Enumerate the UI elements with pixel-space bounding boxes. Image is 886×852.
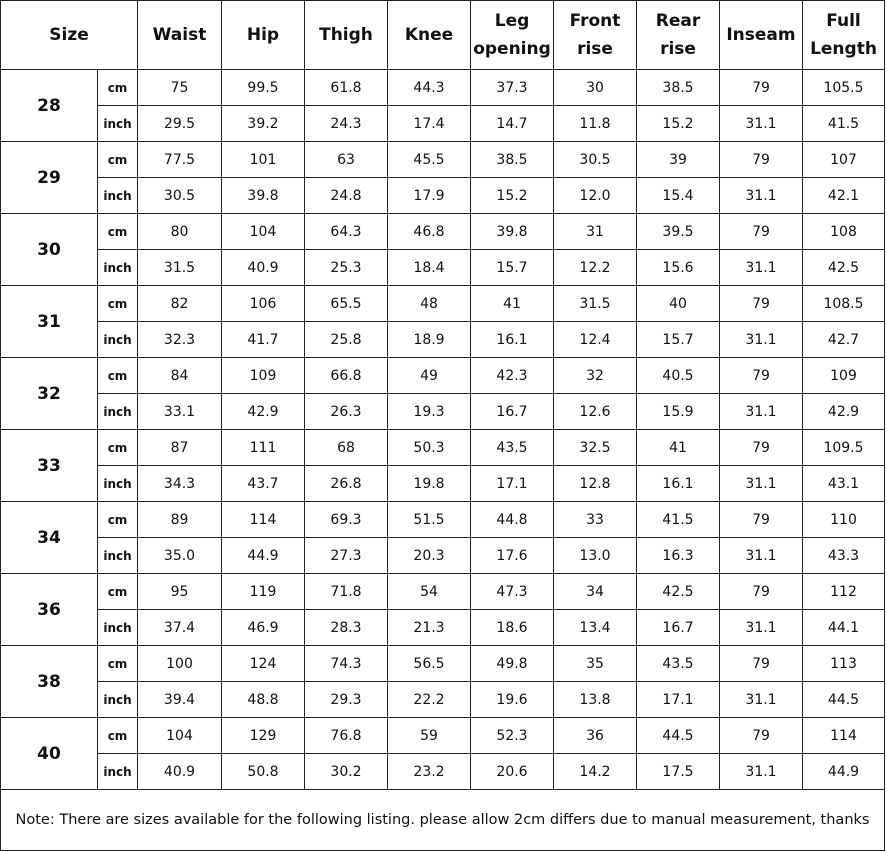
measurement-cell: 19.8 [388, 466, 471, 502]
measurement-cell: 48.8 [222, 682, 305, 718]
measurement-cell: 65.5 [305, 286, 388, 322]
measurement-cell: 21.3 [388, 610, 471, 646]
measurement-cell: 95 [138, 574, 222, 610]
size-label: 36 [1, 574, 98, 646]
unit-label: cm [98, 70, 138, 106]
measurement-cell: 35.0 [138, 538, 222, 574]
unit-label: inch [98, 178, 138, 214]
measurement-cell: 11.8 [554, 106, 637, 142]
measurement-cell: 109.5 [803, 430, 885, 466]
measurement-cell: 31.5 [554, 286, 637, 322]
unit-label: inch [98, 682, 138, 718]
column-header [471, 1, 554, 70]
measurement-cell: 31.1 [720, 754, 803, 790]
table-row [1, 574, 885, 610]
measurement-cell: 61.8 [305, 70, 388, 106]
table-body [1, 70, 885, 790]
measurement-cell: 42.1 [803, 178, 885, 214]
measurement-cell: 31.1 [720, 394, 803, 430]
measurement-cell: 39.8 [222, 178, 305, 214]
measurement-cell: 56.5 [388, 646, 471, 682]
size-label: 31 [1, 286, 98, 358]
measurement-cell: 17.9 [388, 178, 471, 214]
measurement-cell: 29.3 [305, 682, 388, 718]
measurement-cell: 43.7 [222, 466, 305, 502]
unit-label: inch [98, 250, 138, 286]
measurement-cell: 108.5 [803, 286, 885, 322]
measurement-cell: 18.4 [388, 250, 471, 286]
table-row [1, 250, 885, 286]
column-header-text: Front [569, 11, 621, 31]
measurement-cell: 105.5 [803, 70, 885, 106]
measurement-cell: 22.2 [388, 682, 471, 718]
column-header-text: opening [473, 39, 551, 59]
unit-label: inch [98, 106, 138, 142]
column-header-text: Full [826, 11, 861, 31]
measurement-cell: 79 [720, 502, 803, 538]
table-row [1, 322, 885, 358]
measurement-cell: 18.6 [471, 610, 554, 646]
measurement-cell: 34 [554, 574, 637, 610]
measurement-cell: 17.4 [388, 106, 471, 142]
size-label: 30 [1, 214, 98, 286]
measurement-cell: 32 [554, 358, 637, 394]
measurement-cell: 19.3 [388, 394, 471, 430]
measurement-cell: 75 [138, 70, 222, 106]
measurement-cell: 43.5 [637, 646, 720, 682]
measurement-cell: 24.8 [305, 178, 388, 214]
note-text: Note: There are sizes available for the following listing. please allow 2cm differs due to manual measurement, thanks [1, 790, 885, 851]
measurement-cell: 46.8 [388, 214, 471, 250]
table-row [1, 70, 885, 106]
measurement-cell: 39.4 [138, 682, 222, 718]
measurement-cell: 68 [305, 430, 388, 466]
measurement-cell: 39.5 [637, 214, 720, 250]
measurement-cell: 44.9 [803, 754, 885, 790]
table-row [1, 538, 885, 574]
unit-label: cm [98, 430, 138, 466]
measurement-cell: 38.5 [471, 142, 554, 178]
measurement-cell: 17.1 [637, 682, 720, 718]
measurement-cell: 106 [222, 286, 305, 322]
measurement-cell: 29.5 [138, 106, 222, 142]
measurement-cell: 41.5 [803, 106, 885, 142]
unit-label: cm [98, 718, 138, 754]
measurement-cell: 12.0 [554, 178, 637, 214]
table-row [1, 610, 885, 646]
measurement-cell: 37.4 [138, 610, 222, 646]
measurement-cell: 50.3 [388, 430, 471, 466]
measurement-cell: 31.5 [138, 250, 222, 286]
measurement-cell: 24.3 [305, 106, 388, 142]
measurement-cell: 114 [803, 718, 885, 754]
measurement-cell: 13.4 [554, 610, 637, 646]
measurement-cell: 42.5 [637, 574, 720, 610]
measurement-cell: 54 [388, 574, 471, 610]
measurement-cell: 14.7 [471, 106, 554, 142]
measurement-cell: 79 [720, 718, 803, 754]
measurement-cell: 44.5 [803, 682, 885, 718]
unit-label: cm [98, 142, 138, 178]
measurement-cell: 100 [138, 646, 222, 682]
measurement-cell: 33.1 [138, 394, 222, 430]
column-header [803, 1, 885, 70]
measurement-cell: 19.6 [471, 682, 554, 718]
measurement-cell: 42.3 [471, 358, 554, 394]
measurement-cell: 36 [554, 718, 637, 754]
measurement-cell: 80 [138, 214, 222, 250]
measurement-cell: 109 [803, 358, 885, 394]
size-label: 32 [1, 358, 98, 430]
unit-label: cm [98, 502, 138, 538]
measurement-cell: 15.2 [637, 106, 720, 142]
measurement-cell: 23.2 [388, 754, 471, 790]
measurement-cell: 31.1 [720, 250, 803, 286]
measurement-cell: 107 [803, 142, 885, 178]
measurement-cell: 31.1 [720, 106, 803, 142]
measurement-cell: 42.9 [803, 394, 885, 430]
measurement-cell: 15.9 [637, 394, 720, 430]
column-header [720, 1, 803, 70]
measurement-cell: 33 [554, 502, 637, 538]
table-row [1, 394, 885, 430]
measurement-cell: 34.3 [138, 466, 222, 502]
measurement-cell: 101 [222, 142, 305, 178]
measurement-cell: 49.8 [471, 646, 554, 682]
column-header [388, 1, 471, 70]
measurement-cell: 35 [554, 646, 637, 682]
column-header [554, 1, 637, 70]
size-label: 28 [1, 70, 98, 142]
measurement-cell: 44.8 [471, 502, 554, 538]
measurement-cell: 79 [720, 70, 803, 106]
measurement-cell: 31.1 [720, 466, 803, 502]
measurement-cell: 31.1 [720, 178, 803, 214]
measurement-cell: 20.3 [388, 538, 471, 574]
measurement-cell: 51.5 [388, 502, 471, 538]
measurement-cell: 41 [637, 430, 720, 466]
measurement-cell: 43.5 [471, 430, 554, 466]
column-header-text: Thigh [319, 25, 373, 45]
measurement-cell: 40 [637, 286, 720, 322]
column-header-text: Knee [404, 25, 454, 45]
measurement-cell: 16.7 [471, 394, 554, 430]
measurement-cell: 28.3 [305, 610, 388, 646]
measurement-cell: 17.1 [471, 466, 554, 502]
measurement-cell: 104 [138, 718, 222, 754]
unit-label: inch [98, 322, 138, 358]
measurement-cell: 99.5 [222, 70, 305, 106]
measurement-cell: 14.2 [554, 754, 637, 790]
measurement-cell: 46.9 [222, 610, 305, 646]
header-row [1, 1, 885, 70]
unit-label: cm [98, 574, 138, 610]
measurement-cell: 79 [720, 430, 803, 466]
size-label: 38 [1, 646, 98, 718]
column-header-text: rise [577, 39, 613, 59]
measurement-cell: 45.5 [388, 142, 471, 178]
measurement-cell: 79 [720, 574, 803, 610]
table-row [1, 466, 885, 502]
measurement-cell: 39.2 [222, 106, 305, 142]
measurement-cell: 17.5 [637, 754, 720, 790]
measurement-cell: 30 [554, 70, 637, 106]
measurement-cell: 49 [388, 358, 471, 394]
unit-label: cm [98, 286, 138, 322]
measurement-cell: 79 [720, 646, 803, 682]
table-row [1, 286, 885, 322]
measurement-cell: 42.5 [803, 250, 885, 286]
table-row [1, 430, 885, 466]
measurement-cell: 31.1 [720, 610, 803, 646]
column-header [305, 1, 388, 70]
measurement-cell: 43.1 [803, 466, 885, 502]
measurement-cell: 15.7 [637, 322, 720, 358]
unit-label: inch [98, 466, 138, 502]
measurement-cell: 15.6 [637, 250, 720, 286]
measurement-cell: 38.5 [637, 70, 720, 106]
size-label: 29 [1, 142, 98, 214]
column-header-text: Leg [494, 11, 530, 31]
measurement-cell: 27.3 [305, 538, 388, 574]
measurement-cell: 30.2 [305, 754, 388, 790]
measurement-cell: 77.5 [138, 142, 222, 178]
table-row [1, 502, 885, 538]
measurement-cell: 44.9 [222, 538, 305, 574]
measurement-cell: 41.7 [222, 322, 305, 358]
measurement-cell: 25.8 [305, 322, 388, 358]
measurement-cell: 16.1 [637, 466, 720, 502]
measurement-cell: 79 [720, 214, 803, 250]
measurement-cell: 124 [222, 646, 305, 682]
measurement-cell: 112 [803, 574, 885, 610]
measurement-cell: 42.7 [803, 322, 885, 358]
measurement-cell: 110 [803, 502, 885, 538]
measurement-cell: 48 [388, 286, 471, 322]
measurement-cell: 87 [138, 430, 222, 466]
measurement-cell: 84 [138, 358, 222, 394]
table-row [1, 106, 885, 142]
measurement-cell: 59 [388, 718, 471, 754]
column-header [222, 1, 305, 70]
measurement-cell: 111 [222, 430, 305, 466]
measurement-cell: 50.8 [222, 754, 305, 790]
measurement-cell: 12.6 [554, 394, 637, 430]
table-row [1, 214, 885, 250]
unit-label: cm [98, 214, 138, 250]
table-row [1, 718, 885, 754]
measurement-cell: 119 [222, 574, 305, 610]
table-row [1, 646, 885, 682]
measurement-cell: 79 [720, 358, 803, 394]
measurement-cell: 32.5 [554, 430, 637, 466]
size-label: 34 [1, 502, 98, 574]
measurement-cell: 26.3 [305, 394, 388, 430]
measurement-cell: 41.5 [637, 502, 720, 538]
measurement-cell: 74.3 [305, 646, 388, 682]
measurement-cell: 69.3 [305, 502, 388, 538]
measurement-cell: 30.5 [138, 178, 222, 214]
table-row [1, 682, 885, 718]
measurement-cell: 31.1 [720, 538, 803, 574]
measurement-cell: 43.3 [803, 538, 885, 574]
size-label: 40 [1, 718, 98, 790]
unit-label: inch [98, 610, 138, 646]
measurement-cell: 15.4 [637, 178, 720, 214]
column-header [637, 1, 720, 70]
measurement-cell: 40.9 [222, 250, 305, 286]
measurement-cell: 30.5 [554, 142, 637, 178]
measurement-cell: 15.7 [471, 250, 554, 286]
measurement-cell: 52.3 [471, 718, 554, 754]
note-row [1, 790, 885, 851]
measurement-cell: 41 [471, 286, 554, 322]
measurement-cell: 66.8 [305, 358, 388, 394]
column-header-text: Inseam [726, 25, 796, 45]
measurement-cell: 79 [720, 142, 803, 178]
measurement-cell: 114 [222, 502, 305, 538]
column-header-text: Length [810, 39, 877, 59]
unit-label: cm [98, 646, 138, 682]
table-row [1, 178, 885, 214]
measurement-cell: 76.8 [305, 718, 388, 754]
size-column-header: Size [1, 1, 138, 70]
unit-label: cm [98, 358, 138, 394]
measurement-cell: 42.9 [222, 394, 305, 430]
table-row [1, 142, 885, 178]
measurement-cell: 13.0 [554, 538, 637, 574]
unit-label: inch [98, 754, 138, 790]
measurement-cell: 12.8 [554, 466, 637, 502]
measurement-cell: 79 [720, 286, 803, 322]
measurement-cell: 39 [637, 142, 720, 178]
measurement-cell: 82 [138, 286, 222, 322]
measurement-cell: 44.1 [803, 610, 885, 646]
measurement-cell: 89 [138, 502, 222, 538]
measurement-cell: 13.8 [554, 682, 637, 718]
measurement-cell: 129 [222, 718, 305, 754]
measurement-cell: 16.7 [637, 610, 720, 646]
column-header-text: rise [660, 39, 696, 59]
measurement-cell: 31.1 [720, 322, 803, 358]
measurement-cell: 104 [222, 214, 305, 250]
measurement-cell: 113 [803, 646, 885, 682]
measurement-cell: 16.1 [471, 322, 554, 358]
measurement-cell: 12.2 [554, 250, 637, 286]
measurement-cell: 71.8 [305, 574, 388, 610]
measurement-cell: 15.2 [471, 178, 554, 214]
measurement-cell: 18.9 [388, 322, 471, 358]
measurement-cell: 64.3 [305, 214, 388, 250]
column-header-text: Rear [655, 11, 701, 31]
measurement-cell: 20.6 [471, 754, 554, 790]
column-header-text: Waist [152, 25, 207, 45]
measurement-cell: 37.3 [471, 70, 554, 106]
unit-label: inch [98, 394, 138, 430]
measurement-cell: 16.3 [637, 538, 720, 574]
measurement-cell: 109 [222, 358, 305, 394]
measurement-cell: 31.1 [720, 682, 803, 718]
measurement-cell: 25.3 [305, 250, 388, 286]
measurement-cell: 63 [305, 142, 388, 178]
measurement-cell: 17.6 [471, 538, 554, 574]
measurement-cell: 40.9 [138, 754, 222, 790]
measurement-cell: 26.8 [305, 466, 388, 502]
size-label: 33 [1, 430, 98, 502]
measurement-cell: 40.5 [637, 358, 720, 394]
unit-label: inch [98, 538, 138, 574]
measurement-cell: 44.3 [388, 70, 471, 106]
measurement-cell: 31 [554, 214, 637, 250]
measurement-cell: 39.8 [471, 214, 554, 250]
measurement-cell: 44.5 [637, 718, 720, 754]
measurement-cell: 47.3 [471, 574, 554, 610]
measurement-cell: 32.3 [138, 322, 222, 358]
column-header [138, 1, 222, 70]
measurement-cell: 12.4 [554, 322, 637, 358]
table-row [1, 754, 885, 790]
measurement-cell: 108 [803, 214, 885, 250]
table-row [1, 358, 885, 394]
column-header-text: Hip [246, 25, 280, 45]
